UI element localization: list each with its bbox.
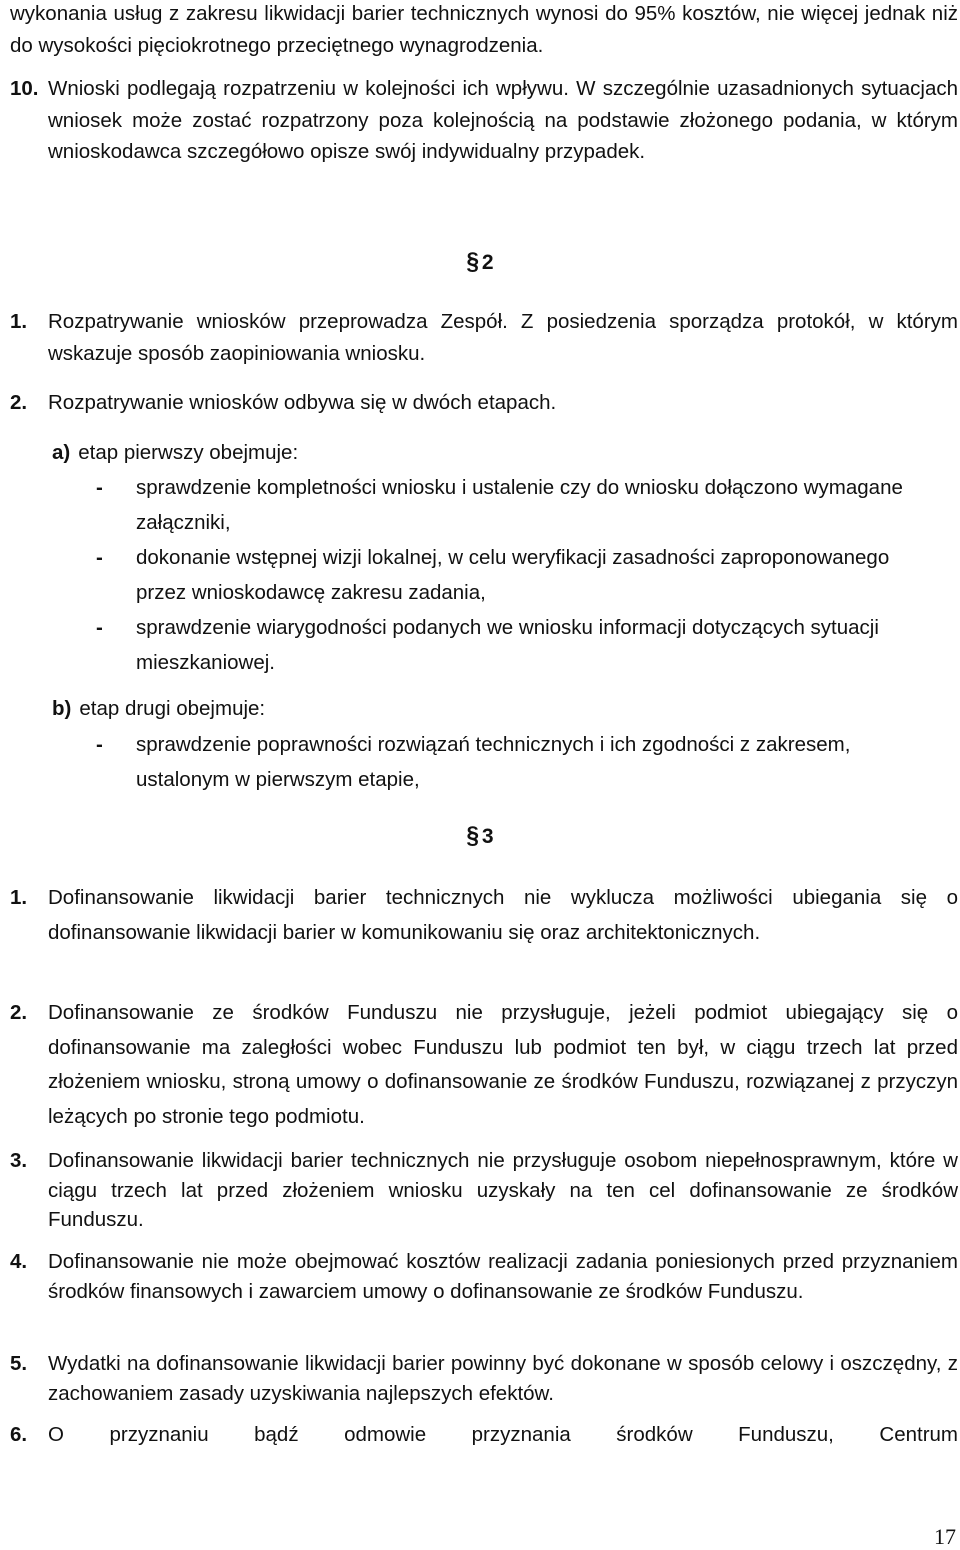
section-3-item-4 — [10, 1247, 958, 1306]
item-number: 1. — [10, 886, 28, 909]
stage-text: etap pierwszy obejmuje: — [78, 441, 299, 464]
section-3-item-3 — [10, 1146, 958, 1235]
section-heading-3 — [0, 822, 960, 850]
item-text: Rozpatrywanie wniosków przeprowadza Zespół. Z posiedzenia sporządza protokół, w którym wskazuje sposób zaopiniowania wniosku. — [48, 310, 958, 365]
item-text: Wnioski podlegają rozpatrzeniu w kolejności ich wpływu. W szczególnie uzasadnionych sytuacjach wniosek może zostać rozpatrzony poza kolejnością na podstawie złożonego podania, w którym wnioskodawca szczegółowo opisze swój indywidualny przypadek. — [48, 77, 958, 163]
item-number: 5. — [10, 1352, 28, 1375]
section-2-item-2 — [10, 387, 958, 419]
stage-text: etap drugi obejmuje: — [79, 697, 266, 720]
section-heading-2 — [0, 248, 960, 276]
item-number: 2. — [10, 391, 28, 414]
bullet-text: sprawdzenie wiarygodności podanych we wniosku informacji dotyczących sytuacji mieszkaniowej. — [136, 616, 879, 674]
item-number: 1. — [10, 310, 28, 333]
stage-b-heading — [52, 693, 265, 724]
section-number: 3 — [481, 825, 494, 848]
section-number: 2 — [481, 251, 494, 274]
dash-marker: - — [96, 616, 103, 639]
dash-marker: - — [96, 546, 103, 569]
continuation-paragraph: wykonania usług z zakresu likwidacji barier technicznych wynosi do 95% kosztów, nie więcej jednak niż do wysokości pięciokrotnego przeciętnego wynagrodzenia. — [10, 2, 958, 57]
item-text: Dofinansowanie likwidacji barier technicznych nie przysługuje osobom niepełnosprawnym, które w ciągu trzech lat przed złożeniem wniosku uzyskały na ten cel dofinansowanie ze środków Funduszu. — [48, 1149, 958, 1231]
stage-a-bullet-1 — [96, 471, 916, 540]
page-number: 17 — [934, 1524, 956, 1549]
section-3-item-2 — [10, 996, 958, 1134]
item-text: O przyznaniu bądź odmowie przyznania środków Funduszu, Centrum — [48, 1423, 958, 1446]
item-number: 10. — [10, 77, 39, 100]
dash-marker: - — [96, 476, 103, 499]
item-text: Rozpatrywanie wniosków odbywa się w dwóch etapach. — [48, 391, 557, 414]
item-number: 6. — [10, 1423, 28, 1446]
section-2-item-1 — [10, 306, 958, 369]
section-3-item-5 — [10, 1349, 958, 1408]
item-text: Wydatki na dofinansowanie likwidacji barier powinny być dokonane w sposób celowy i oszczędny, z zachowaniem zasady uzyskiwania najlepszych efektów. — [48, 1352, 958, 1405]
bullet-text: dokonanie wstępnej wizji lokalnej, w celu weryfikacji zasadności zaproponowanego przez wnioskodawcę zakresu zadania, — [136, 546, 890, 604]
item-text: Dofinansowanie nie może obejmować kosztów realizacji zadania poniesionych przed przyznaniem środków finansowych i zawarciem umowy o dofinansowanie ze środków Funduszu. — [48, 1250, 958, 1303]
dash-marker: - — [96, 733, 103, 756]
bullet-text: sprawdzenie poprawności rozwiązań technicznych i ich zgodności z zakresem, ustalonym w pierwszym etapie, — [136, 733, 851, 791]
stage-label: b) — [52, 697, 72, 720]
item-number: 4. — [10, 1250, 28, 1273]
section-3-item-6 — [10, 1420, 958, 1450]
section-symbol: § — [466, 822, 480, 849]
item-10 — [10, 73, 958, 168]
stage-a-bullet-3 — [96, 611, 916, 680]
bullet-text: sprawdzenie kompletności wniosku i ustalenie czy do wniosku dołączono wymagane załączniki, — [136, 476, 903, 534]
section-symbol: § — [466, 248, 480, 275]
section-3-item-1 — [10, 880, 958, 950]
item-text: Dofinansowanie likwidacji barier technicznych nie wyklucza możliwości ubiegania się o dofinansowanie likwidacji barier w komunikowaniu się oraz architektonicznych. — [48, 886, 958, 944]
stage-a-bullet-2 — [96, 541, 916, 610]
stage-label: a) — [52, 441, 71, 464]
item-text: Dofinansowanie ze środków Funduszu nie przysługuje, jeżeli podmiot ubiegający się o dofinansowanie ma zaległości wobec Funduszu lub podmiot ten był, w ciągu trzech lat przed złożeniem wniosku, stroną umowy o dofinansowanie ze środków Funduszu, rozwiązanej z przyczyn leżących po stronie tego podmiotu. — [48, 1001, 958, 1128]
stage-b-bullet-1 — [96, 728, 916, 797]
stage-a-heading — [52, 437, 298, 468]
item-number: 3. — [10, 1149, 28, 1172]
item-number: 2. — [10, 1001, 28, 1024]
